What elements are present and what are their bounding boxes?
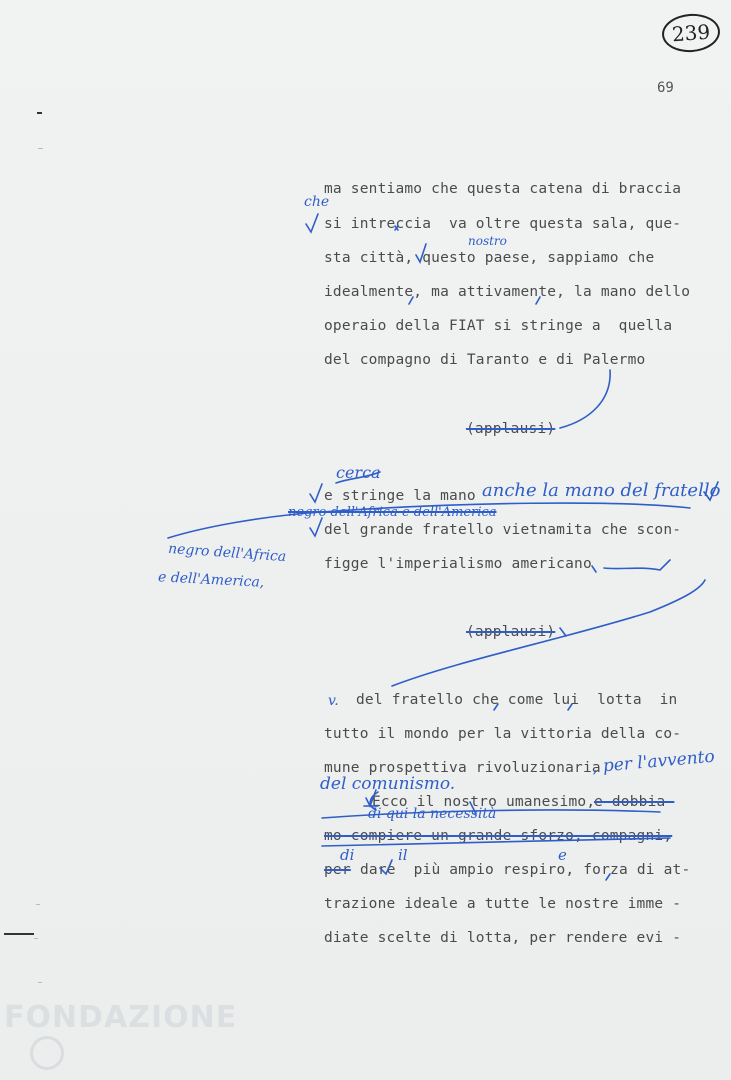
handwritten-insert: che [304,194,330,210]
handwritten-insert: del comunismo. [320,774,456,794]
typed-line: del grande fratello vietnamita che scon- [324,522,682,538]
handwritten-insert: anche la mano del fratello [482,480,721,501]
typed-line: mune prospettiva rivoluzionaria [324,760,601,776]
typed-line: del fratello che come lui lotta in [356,692,678,708]
typed-line: trazione ideale a tutte le nostre imme - [324,896,682,912]
watermark-text: FONDAZIONE [4,1000,238,1035]
typed-line: dare più ampio respiro, forza di at- [360,862,691,878]
typed-line-struck: per [324,862,351,878]
handwritten-margin-note: negro dell'Africa [167,540,287,566]
typed-line: si intreccia va oltre questa sala, que- [324,216,682,232]
typed-line: figge l'imperialismo americano [324,556,592,572]
typed-line-struck: (applausi) [466,624,556,640]
handwritten-struck: negro dell'Africa e dell'America [288,505,497,520]
handwritten-margin-note: e dell'America, [157,569,265,591]
handwritten-insert: il [398,846,408,864]
typed-line: e stringe la mano [324,488,476,504]
typed-line: operaio della FIAT si stringe a quella [324,318,673,334]
watermark-logo-icon [30,1036,64,1070]
typed-line: tutto il mondo per la vittoria della co- [324,726,682,742]
archive-number-stamp: 239 [661,12,722,54]
handwritten-insert: cerca [336,463,381,482]
handwritten-insert: nostro [468,234,507,248]
typed-line-struck: e dobbia- [594,794,675,810]
handwritten-insert: e [558,846,567,864]
typed-line: idealmente, ma attivamente, la mano dello [324,284,691,300]
handwritten-insert: , per l'avvento [591,746,716,778]
typed-line: diate scelte di lotta, per rendere evi - [324,930,682,946]
typed-line: sta città, questo paese, sappiamo che [324,250,655,266]
typed-line: ma sentiamo che questa catena di braccia [324,181,682,197]
typed-line: Ecco il nostro umanesimo, [372,794,596,810]
page-number: 69 [657,80,674,96]
handwritten-insert: di [340,846,355,864]
typed-line-struck: (applausi) [466,421,556,437]
handwritten-insert: di qui la necessità [368,806,497,822]
typed-line-struck: mo compiere un grande sforzo, compagni, [324,828,673,844]
typed-line: del compagno di Taranto e di Palermo [324,352,646,368]
handwritten-insert: v. [328,693,339,709]
